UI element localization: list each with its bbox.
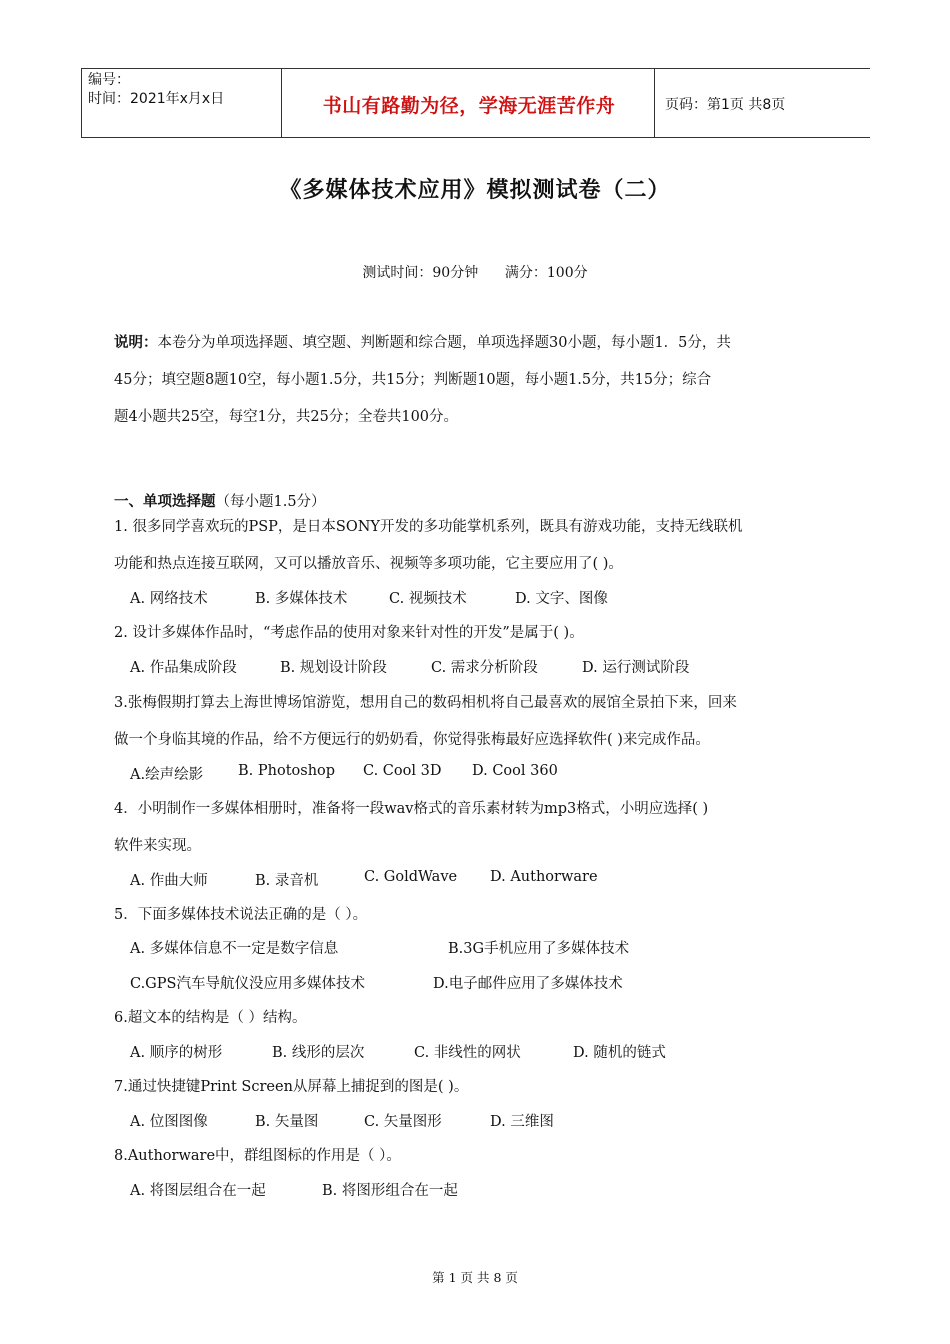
q3-option-d: D. Cool 360: [472, 763, 558, 779]
section-heading: [114, 490, 849, 511]
question-2-line-1: 2. 设计多媒体作品时，“考虑作品的使用对象来针对性的开发”是属于( )。: [114, 625, 584, 641]
q6-option-b: B. 线形的层次: [272, 1045, 365, 1061]
header-page-label: 页码：第1页 共8页: [665, 97, 786, 113]
section-note: （每小题1.5分）: [215, 494, 326, 510]
q4-option-b: B. 录音机: [255, 873, 319, 889]
question-8-line-1: 8.Authorware中，群组图标的作用是（ ）。: [114, 1148, 401, 1164]
document-subtitle: 测试时间：90分钟 满分：100分: [362, 265, 588, 281]
document-header: [81, 68, 870, 138]
q5-option-c: C.GPS汽车导航仪没应用多媒体技术: [130, 976, 365, 992]
instructions-label: 说明：: [114, 335, 158, 351]
header-time-label: 时间：2021年x月x日: [88, 91, 225, 107]
question-4-line-1: 4．小明制作一多媒体相册时，准备将一段wav格式的音乐素材转为mp3格式，小明应选择( ): [114, 801, 709, 817]
q2-option-c: C. 需求分析阶段: [431, 660, 538, 676]
instructions-text-1: 本卷分为单项选择题、填空题、判断题和综合题，单项选择题30小题，每小题1．5分，共: [157, 335, 731, 351]
q1-option-d: D. 文字、图像: [515, 591, 608, 607]
question-4-line-2: 软件来实现。: [114, 838, 201, 854]
q3-option-c: C. Cool 3D: [363, 763, 442, 779]
q6-option-c: C. 非线性的网状: [414, 1045, 521, 1061]
q4-option-c: C. GoldWave: [364, 869, 458, 885]
q5-option-d: D.电子邮件应用了多媒体技术: [433, 976, 623, 992]
q5-option-a: A. 多媒体信息不一定是数字信息: [130, 941, 339, 957]
q4-option-a: A. 作曲大师: [130, 873, 208, 889]
q6-option-d: D. 随机的链式: [573, 1045, 666, 1061]
section-title: 一、单项选择题: [114, 494, 216, 510]
q1-option-c: C. 视频技术: [389, 591, 467, 607]
instructions-line-3: 题4小题共25空，每空1分，共25分；全卷共100分。: [114, 409, 459, 425]
question-5-line-1: 5．下面多媒体技术说法正确的是（ ）。: [114, 907, 368, 923]
question-1-line-1: 1. 很多同学喜欢玩的PSP，是日本SONY开发的多功能掌机系列，既具有游戏功能，支持无线联机: [114, 519, 743, 535]
q5-option-b: B.3G手机应用了多媒体技术: [448, 941, 630, 957]
question-6-line-1: 6.超文本的结构是（ ）结构。: [114, 1010, 307, 1026]
q8-option-a: A. 将图层组合在一起: [130, 1183, 266, 1199]
q1-option-a: A. 网络技术: [130, 591, 208, 607]
q1-option-b: B. 多媒体技术: [255, 591, 348, 607]
q7-option-a: A. 位图图像: [130, 1114, 208, 1130]
q8-option-b: B. 将图形组合在一起: [322, 1183, 458, 1199]
q6-option-a: A. 顺序的树形: [130, 1045, 223, 1061]
page-footer: 第 1 页 共 8 页: [432, 1270, 518, 1285]
q7-option-c: C. 矢量图形: [364, 1114, 442, 1130]
q2-option-a: A. 作品集成阶段: [130, 660, 237, 676]
instructions-line-1: [114, 331, 849, 352]
q3-option-a: A.绘声绘影: [130, 767, 204, 783]
question-3-line-1: 3.张梅假期打算去上海世博场馆游览，想用自己的数码相机将自己最喜欢的展馆全景拍下来，回来: [114, 695, 737, 711]
q7-option-b: B. 矢量图: [255, 1114, 319, 1130]
header-motto: 书山有路勤为径，学海无涯苦作舟: [322, 95, 616, 117]
q4-option-d: D. Authorware: [490, 869, 598, 885]
document-title: 《多媒体技术应用》模拟测试卷（二）: [279, 178, 671, 203]
q2-option-d: D. 运行测试阶段: [582, 660, 690, 676]
question-3-line-2: 做一个身临其境的作品，给不方便远行的奶奶看，你觉得张梅最好应选择软件( )来完成作品。: [114, 732, 710, 748]
question-7-line-1: 7.通过快捷键Print Screen从屏幕上捕捉到的图是( )。: [114, 1079, 469, 1095]
instructions-line-2: 45分；填空题8题10空，每小题1.5分，共15分；判断题10题，每小题1.5分，共15分；综合: [114, 372, 712, 388]
q3-option-b: B. Photoshop: [238, 763, 336, 779]
header-number-label: 编号：: [88, 72, 130, 88]
q2-option-b: B. 规划设计阶段: [280, 660, 387, 676]
header-meta: [88, 71, 224, 109]
q7-option-d: D. 三维图: [490, 1114, 554, 1130]
question-1-line-2: 功能和热点连接互联网，又可以播放音乐、视频等多项功能，它主要应用了( )。: [114, 556, 623, 572]
